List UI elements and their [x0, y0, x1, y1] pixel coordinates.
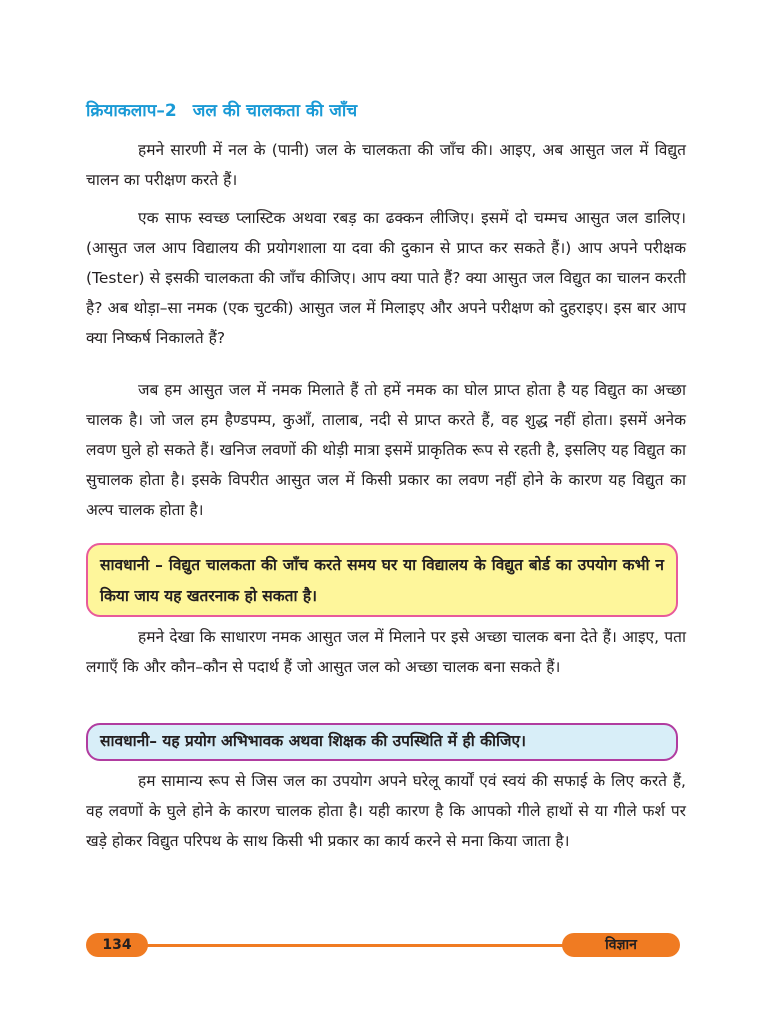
paragraph-4	[86, 622, 686, 682]
footer-rule	[120, 944, 580, 947]
page-number-badge	[86, 933, 148, 957]
subject-badge	[562, 933, 680, 957]
caution-box-electric-board	[86, 543, 678, 617]
paragraph-2-text: एक साफ स्वच्छ प्लास्टिक अथवा रबड़ का ढक्कन लीजिए। इसमें दो चम्मच आसुत जल डालिए। (आसुत जल आप विद्यालय की प्रयोगशाला या दवा की दुकान से प्राप्त कर सकते हैं।) आप अपने परीक्षक (Tester) से इसकी चालकता की जाँच कीजिए। आप क्या पाते हैं? क्या आसुत जल विद्युत का चालन करती है? अब थोड़ा–सा नमक (एक चुटकी) आसुत जल में मिलाइए और अपने परीक्षण को दुहराइए। इस बार आप क्या निष्कर्ष निकालते हैं?	[86, 209, 686, 347]
paragraph-5	[86, 766, 686, 856]
paragraph-4-text: हमने देखा कि साधारण नमक आसुत जल में मिलाने पर इसे अच्छा चालक बना देते हैं। आइए, पता लगाएँ कि और कौन–कौन से पदार्थ हैं जो आसुत जल को अच्छा चालक बना सकते हैं।	[86, 628, 686, 676]
paragraph-3	[86, 375, 686, 525]
activity-title: जल की चालकता की जाँच	[192, 101, 358, 121]
paragraph-5-text: हम सामान्य रूप से जिस जल का उपयोग अपने घरेलू कार्यों एवं स्वयं की सफाई के लिए करते हैं, वह लवणों के घुले होने के कारण चालक होता है। यही कारण है कि आपको गीले हाथों से या गीले फर्श पर खड़े होकर विद्युत परिपथ के साथ किसी भी प्रकार का कार्य करने से मना किया जाता है।	[86, 772, 686, 850]
activity-number: क्रियाकलाप–2	[86, 101, 177, 121]
caution-box-supervision	[86, 723, 678, 761]
caution-text-1: सावधानी – विद्युत चालकता की जाँच करते समय घर या विद्यालय के विद्युत बोर्ड का उपयोग कभी न किया जाय यह खतरनाक हो सकता है।	[100, 556, 664, 605]
page-number: 134	[102, 937, 132, 953]
paragraph-3-text: जब हम आसुत जल में नमक मिलाते हैं तो हमें नमक का घोल प्राप्त होता है यह विद्युत का अच्छा चालक है। जो जल हम हैण्डपम्प, कुआँ, तालाब, नदी से प्राप्त करते हैं, वह शुद्ध नहीं होता। इसमें अनेक लवण घुले हो सकते हैं। खनिज लवणों की थोड़ी मात्रा इसमें प्राकृतिक रूप से रहती है, इसलिए यह विद्युत का सुचालक होता है। इसके विपरीत आसुत जल में किसी प्रकार का लवण नहीं होने के कारण यह विद्युत का अल्प चालक होता है।	[86, 381, 686, 519]
paragraph-1	[86, 135, 686, 195]
caution-text-2: सावधानी– यह प्रयोग अभिभावक अथवा शिक्षक की उपस्थिति में ही कीजिए।	[100, 732, 526, 750]
activity-heading	[86, 98, 357, 121]
paragraph-1-text: हमने सारणी में नल के (पानी) जल के चालकता की जाँच की। आइए, अब आसुत जल में विद्युत चालन का परीक्षण करते हैं।	[86, 141, 686, 189]
paragraph-2	[86, 203, 686, 353]
subject-name: विज्ञान	[605, 937, 637, 953]
